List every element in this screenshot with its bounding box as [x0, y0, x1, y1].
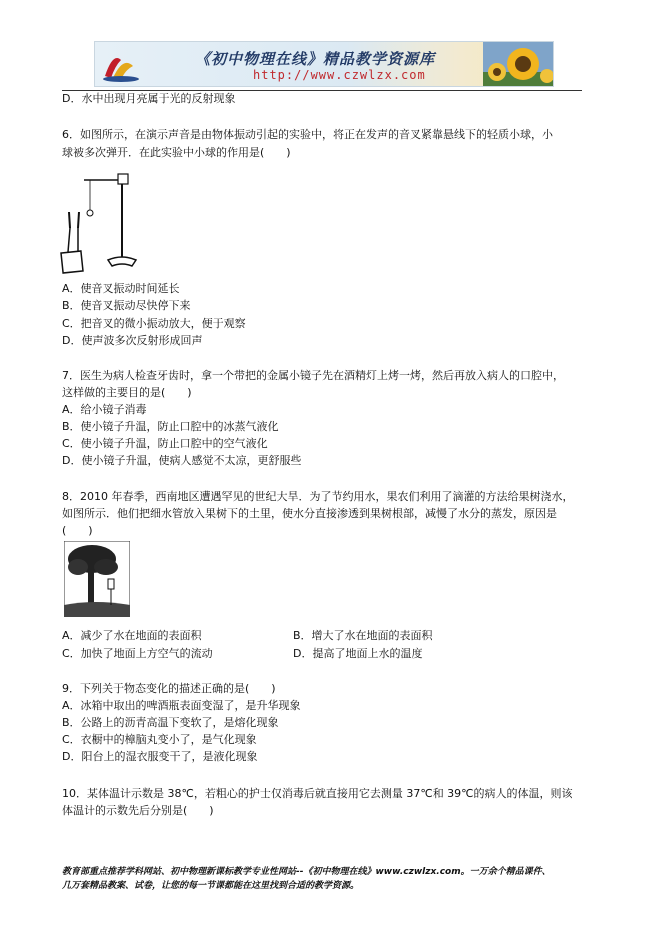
site-logo-icon: [99, 46, 143, 84]
q8-option-c: C．加快了地面上方空气的流动: [62, 647, 213, 660]
q7-option-b: B．使小镜子升温，防止口腔中的冰蒸气液化: [62, 420, 279, 433]
footer-line-1: 教育部重点推荐学科网站、初中物理新课标教学专业性网站--《初中物理在线》www.czwlzx.com。一万余个精品课件、: [62, 867, 551, 877]
q5-option-d: D．水中出现月亮属于光的反射现象: [62, 92, 236, 105]
q6-option-c: C．把音叉的微小振动放大，便于观察: [62, 317, 246, 330]
q9-option-c: C．衣橱中的樟脑丸变小了，是气化现象: [62, 733, 257, 746]
header-banner: [94, 41, 554, 87]
q8-option-b: B．增大了水在地面的表面积: [293, 629, 433, 642]
q6-option-d: D．使声波多次反射形成回声: [62, 334, 203, 347]
q7-option-a: A．给小镜子消毒: [62, 403, 147, 416]
q7-option-c: C．使小镜子升温，防止口腔中的空气液化: [62, 437, 268, 450]
q10-stem-line-1: 10．某体温计示数是 38℃，若粗心的护士仅消毒后就直接用它去测量 37℃和 39℃的病人的体温，则该: [62, 787, 573, 800]
banner-url: http://www.czwlzx.com: [253, 68, 426, 82]
q6-stem-line-2: 球被多次弹开．在此实验中小球的作用是( ): [62, 146, 291, 159]
q9-option-d: D．阳台上的湿衣服变干了，是液化现象: [62, 750, 258, 763]
q10-stem-line-2: 体温计的示数先后分别是( ): [62, 804, 214, 817]
q8-stem-line-3: ( ): [62, 524, 93, 537]
q6-option-b: B．使音叉振动尽快停下来: [62, 299, 191, 312]
q8-option-a: A．减少了水在地面的表面积: [62, 629, 202, 642]
q8-option-d: D．提高了地面上水的温度: [293, 647, 423, 660]
q8-stem-line-2: 如图所示．他们把细水管放入果树下的土里，使水分直接渗透到果树根部，减慢了水分的蒸发，原因是: [62, 507, 557, 520]
q7-stem-line-2: 这样做的主要目的是( ): [62, 386, 192, 399]
footer-line-2: 几万套精品教案、试卷，让您的每一节课都能在这里找到合适的教学资源。: [62, 881, 360, 891]
q6-option-a: A．使音叉振动时间延长: [62, 282, 180, 295]
sunflower-icon: [483, 42, 553, 87]
q7-option-d: D．使小镜子升温，使病人感觉不太凉，更舒服些: [62, 454, 302, 467]
q8-stem-line-1: 8．2010 年春季，西南地区遭遇罕见的世纪大旱．为了节约用水，果农们利用了滴灌的方法给果树浇水，: [62, 490, 574, 503]
q9-option-a: A．冰箱中取出的啤酒瓶表面变湿了，是升华现象: [62, 699, 301, 712]
q9-option-b: B．公路上的沥青高温下变软了，是熔化现象: [62, 716, 279, 729]
banner-title: 《初中物理在线》精品教学资源库: [195, 50, 436, 68]
tuning-fork-apparatus-figure: [60, 168, 140, 276]
header-rule: [62, 90, 582, 91]
q9-stem: 9．下列关于物态变化的描述正确的是( ): [62, 682, 276, 695]
q7-stem-line-1: 7．医生为病人检查牙齿时，拿一个带把的金属小镜子先在酒精灯上烤一烤，然后再放入病人的口腔中，: [62, 369, 564, 382]
q6-stem-line-1: 6．如图所示，在演示声音是由物体振动引起的实验中，将正在发声的音叉紧靠悬线下的轻质小球，小: [62, 128, 553, 141]
fruit-tree-drip-irrigation-figure: [64, 541, 130, 617]
